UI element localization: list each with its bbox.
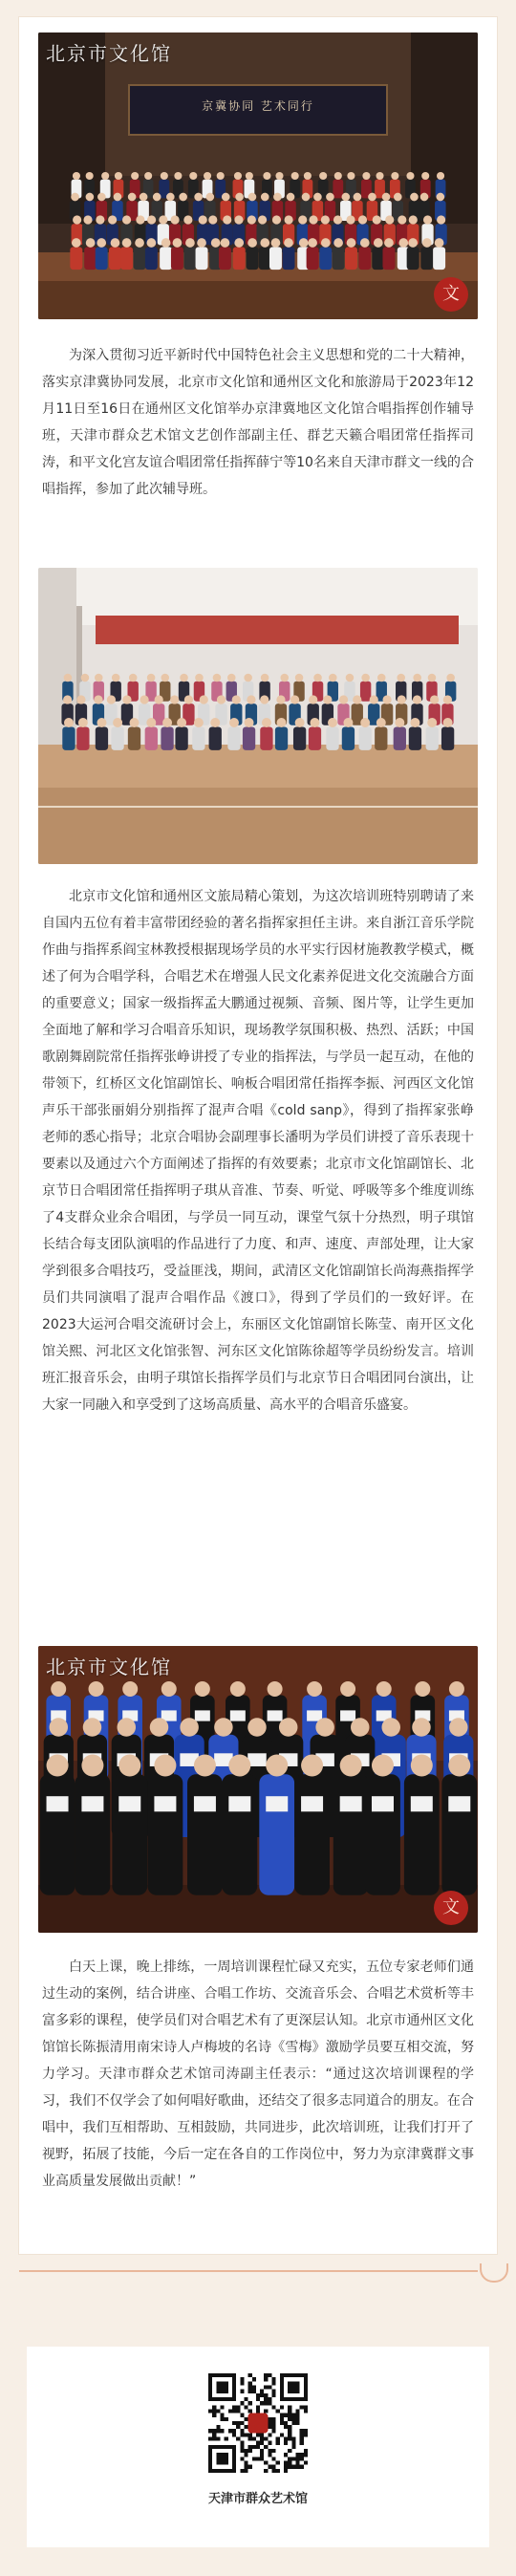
photo-hall-group-image (38, 568, 478, 864)
qr-code-card (27, 2347, 489, 2547)
divider-ornament-icon (480, 2263, 508, 2283)
qr-caption: 天津市群众艺术馆 (207, 2492, 308, 2506)
article-paragraph-2: 北京市文化馆和通州区文旅局精心策划，为这次培训班特别聘请了来自国内五位有着丰富带团经验的著名指挥家担任主讲。来自浙江音乐学院作曲与指挥系阎宝林教授根据现场学员的水平实行因材施教教学模式，概述了何为合唱学科，合唱艺术在增强人民文化素养促进文化交流融合方面的重要意义；国家一级指挥孟大鹏通过视频、音频、图片等，让学生更加全面地了解和学习合唱音乐知识，现场教学氛围积极、热烈、活跃；中国歌剧舞剧院常任指挥张峥讲授了专业的指挥法，与学员一起互动，在他的带领下，红桥区文化馆副馆长、响板合唱团常任指挥李振、河西区文化馆声乐干部张丽娟分别指挥了混声合唱《cold sanp》，得到了指挥家张峥老师的悉心指导；北京合唱协会副理事长潘明为学员们讲授了音乐表现十要素以及通过六个方面阐述了指挥的有效要素；北京市文化馆副馆长、北京节日合唱团常任指挥明子琪从音准、节奏、听觉、呼吸等多个维度训练了4支群众业余合唱团，与学员一同互动，课堂气氛十分热烈，明子琪馆长结合每支团队演唱的作品进行了力度、和声、速度、声部处理，让大家学到很多合唱技巧，受益匪浅，期间，武清区文化馆副馆长尚海燕指挥学员们共同演唱了混声合唱作品《渡口》，得到了学员们的一致好评。在2023大运河合唱交流研讨会上，东丽区文化馆副馆长陈莹、南开区文化馆关熙、河北区文化馆张智、河东区文化馆陈徐超等学员纷纷发言。培训班汇报音乐会，由明子琪馆长指挥学员们与北京节日合唱团同台演出，让大家一同融入和享受到了这场高质量、高水平的合唱音乐盛宴。 (42, 889, 474, 1413)
article-paragraph-1: 为深入贯彻习近平新时代中国特色社会主义思想和党的二十大精神，落实京津冀协同发展，北京市文化馆和通州区文化和旅游局于2023年12月11日至16日在通州区文化馆举办京津冀地区文化馆合唱指挥创作辅导班，天津市群众艺术馆文艺创作部副主任、群艺天籁合唱团常任指挥司涛，和平文化宫友谊合唱团常任指挥薛宁等10名来自天津市群文一线的合唱指挥，参加了此次辅导班。 (42, 348, 474, 497)
article-paragraph-3: 白天上课，晚上排练，一周培训课程忙碌又充实，五位专家老师们通过生动的案例，结合讲座、合唱工作坊、交流音乐会、合唱艺术赏析等丰富多彩的课程，使学员们对合唱艺术有了更深层认知。北京市通州区文化馆馆长陈振清用南宋诗人卢梅坡的名诗《雪梅》激励学员要互相交流，努力学习。天津市群众艺术馆司涛副主任表示：“通过这次培训课程的学习，我们不仅学会了如何唱好歌曲，还结交了很多志同道合的朋友。在合唱中，我们互相帮助、互相鼓励，共同进步，此次培训班，让我们打开了视野，拓展了技能，今后一定在各自的工作岗位中，努力为京津冀群文事业高质量发展做出贡献！” (42, 1959, 474, 2189)
stage-banner-text: 京冀协同 艺术同行 (202, 99, 314, 113)
photo-choir-performance (38, 1646, 478, 1933)
photo-watermark-brand-2: 北京市文化馆 (46, 1656, 172, 1678)
photo-hall-group (38, 568, 478, 864)
section-divider (19, 2270, 478, 2272)
article-card (19, 17, 497, 2254)
photo-stage-group-image (38, 32, 478, 319)
qr-code-icon[interactable] (208, 2373, 308, 2473)
photo-choir-performance-image (38, 1646, 478, 1933)
photo-watermark-brand: 北京市文化馆 (46, 42, 172, 65)
seal-stamp-icon-2: 文 (434, 1891, 468, 1925)
photo-stage-group (38, 32, 478, 319)
seal-stamp-icon: 文 (434, 277, 468, 312)
